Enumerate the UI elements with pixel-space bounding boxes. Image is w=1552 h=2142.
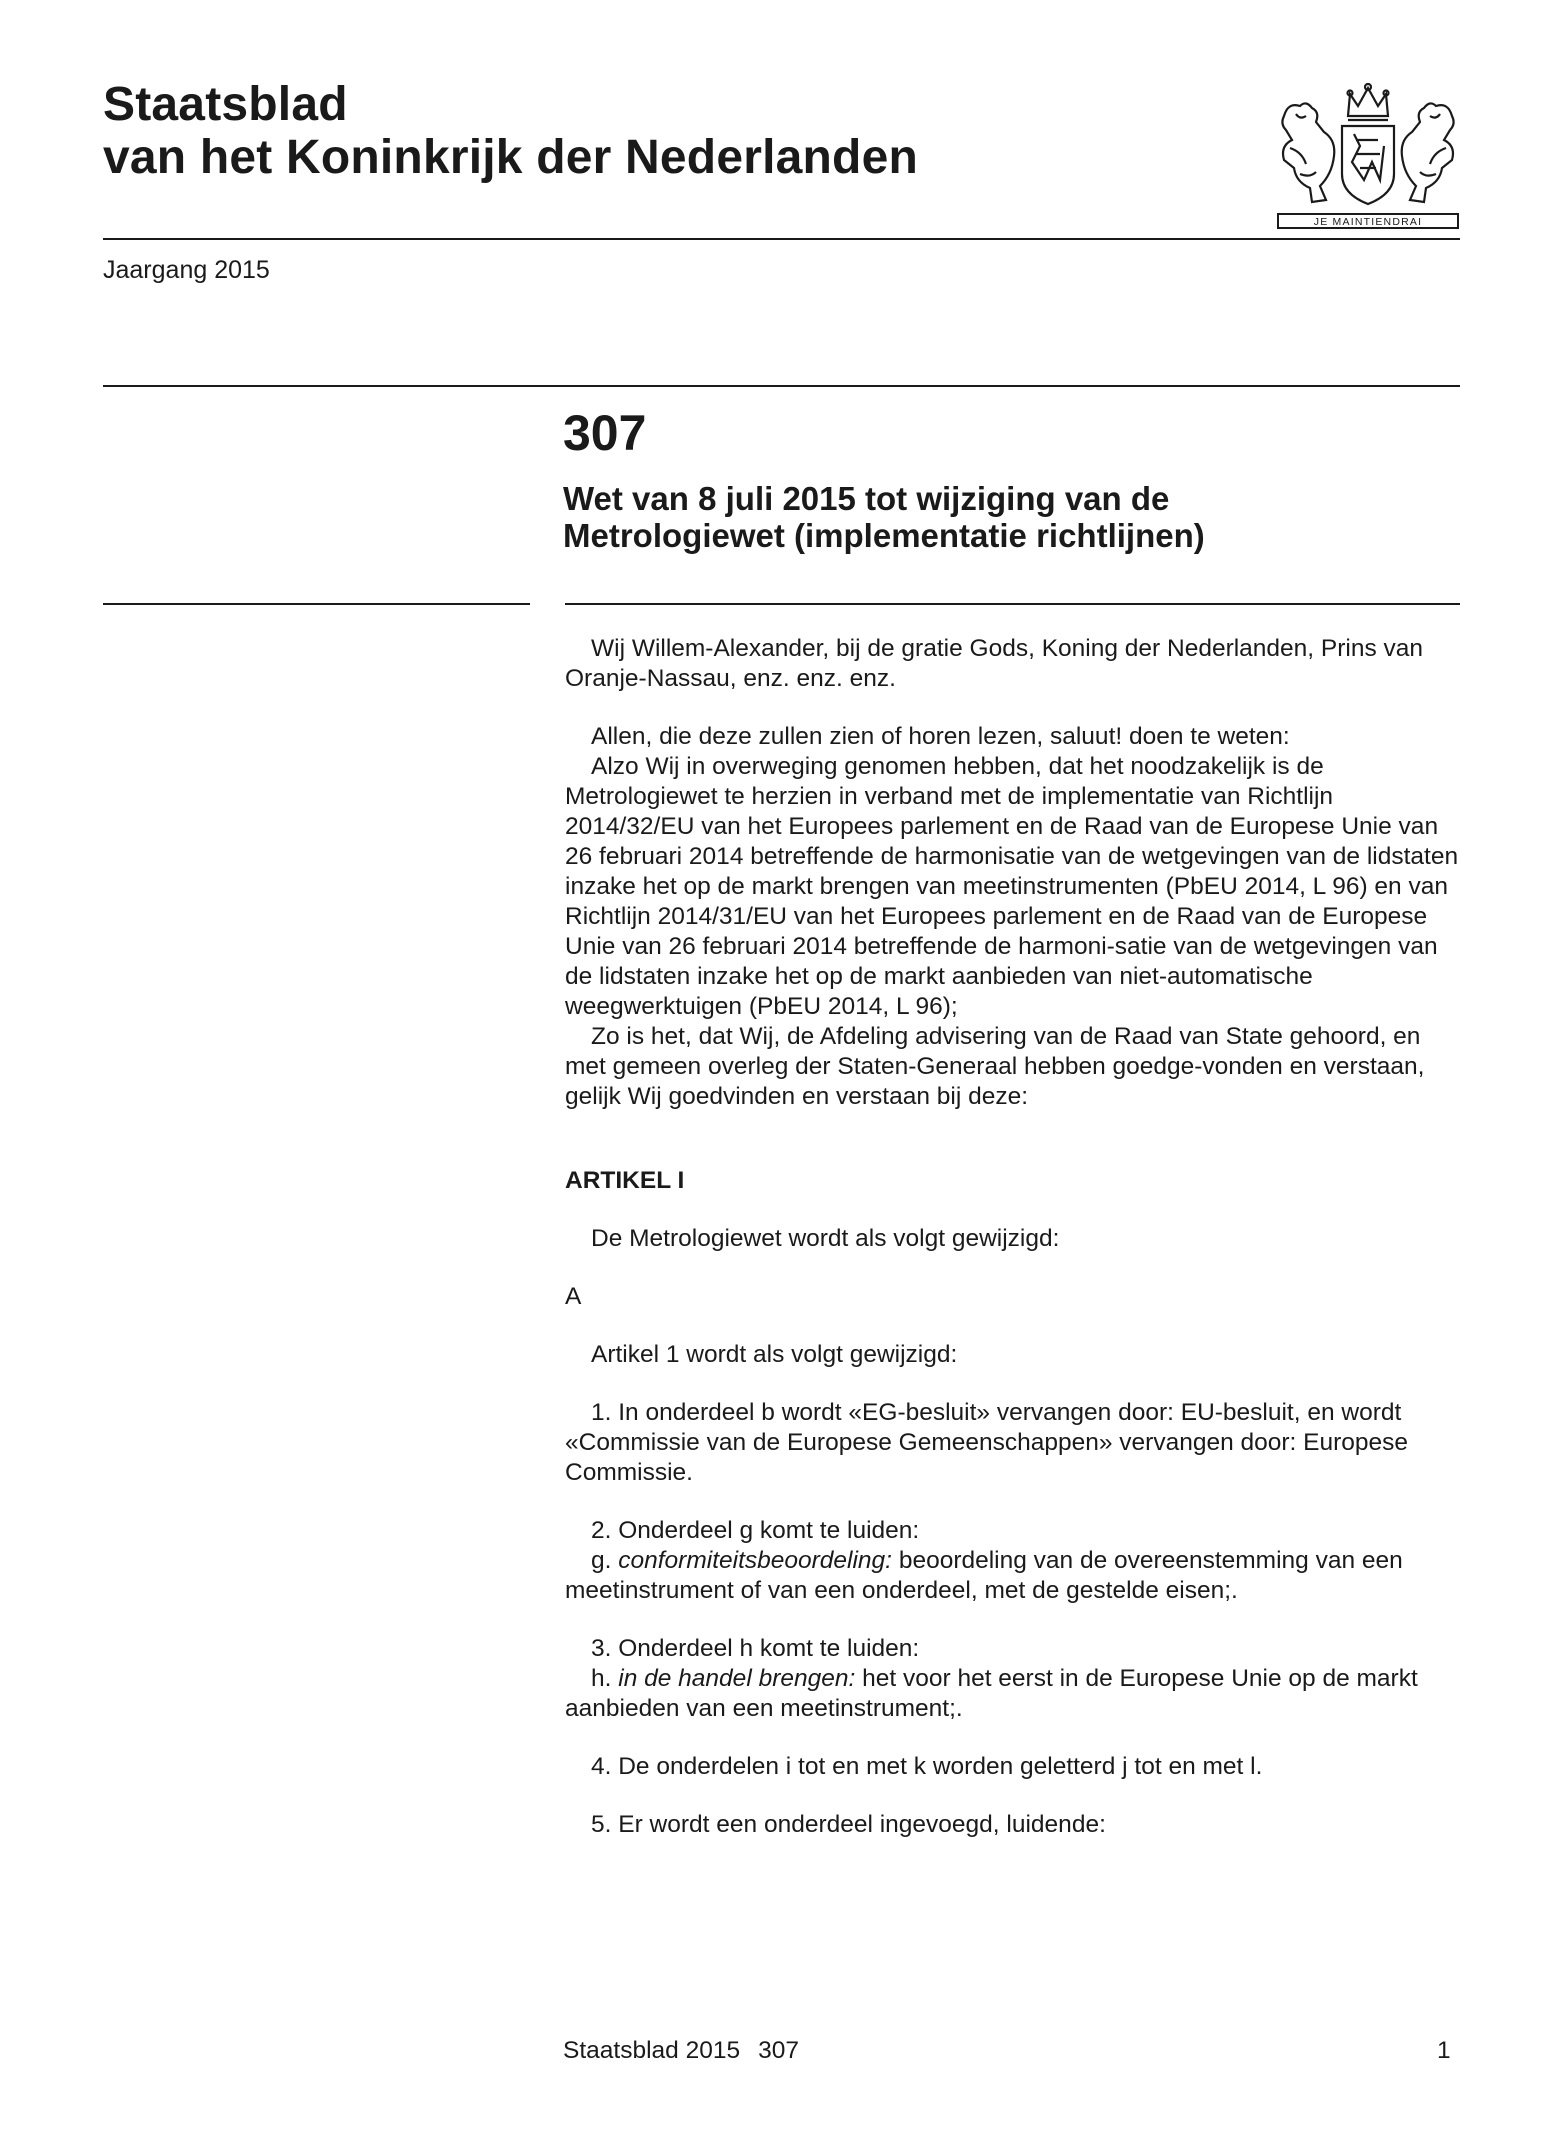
- item-2-term: conformiteitsbeoordeling:: [618, 1547, 892, 1574]
- amendment-item-3-definition: [565, 1664, 1465, 1724]
- part-label: A: [565, 1283, 582, 1310]
- footer-number: 307: [758, 2037, 799, 2064]
- amendment-item-3-heading: 3. Onderdeel h komt te luiden:: [591, 1635, 920, 1662]
- amendment-item-2-definition: [565, 1546, 1465, 1606]
- part-intro: Artikel 1 wordt als volgt gewijzigd:: [591, 1341, 958, 1368]
- emblem-motto: JE MAINTIENDRAI: [1313, 216, 1423, 228]
- coat-of-arms-icon: [1276, 82, 1460, 232]
- amendment-item-2-heading: 2. Onderdeel g komt te luiden:: [591, 1517, 920, 1544]
- amendment-item-1: 1. In onderdeel b wordt «EG-besluit» vervangen door: EU-besluit, en wordt «Commissie van de Europese Gemeenschappen» vervangen door: Europese Commissie.: [565, 1399, 1409, 1486]
- page-number: 1: [1437, 2037, 1451, 2064]
- preamble-decision: Zo is het, dat Wij, de Afdeling advisering van de Raad van State gehoord, en met gemeen overleg der Staten-Generaal hebben goedge-vonden en verstaan, gelijk Wij goedvinden en verstaan bij deze:: [565, 1023, 1425, 1110]
- document-title: [563, 480, 1423, 554]
- article-heading: ARTIKEL I: [565, 1167, 685, 1194]
- year-label: Jaargang 2015: [103, 256, 270, 284]
- footer-citation: [563, 2037, 799, 2065]
- item-3-text: het voor het eerst in de Europese Unie op de markt aanbieden van een meetinstrument;.: [565, 1665, 1418, 1722]
- main-column-rule: [565, 603, 1460, 605]
- section-rule: [103, 385, 1460, 387]
- amendment-item-5: 5. Er wordt een onderdeel ingevoegd, luidende:: [591, 1811, 1106, 1838]
- masthead-title-line2: van het Koninkrijk der Nederlanden: [103, 131, 918, 184]
- preamble-enactment-formula: Wij Willem-Alexander, bij de gratie Gods, Koning der Nederlanden, Prins van Oranje-Nassau, enz. enz. enz.: [565, 635, 1424, 692]
- item-3-term: in de handel brengen:: [618, 1665, 856, 1692]
- document-body: [565, 634, 1465, 1840]
- masthead-title-line1: Staatsblad: [103, 78, 348, 131]
- preamble-considerations: Alzo Wij in overweging genomen hebben, dat het noodzakelijk is de Metrologiewet te herzien in verband met de implementatie van Richtlijn 2014/32/EU van het Europees parlement en de Raad van de Europese Unie van 26 februari 2014 betreffende de harmonisatie van de wetgevingen van de lidstaten inzake het op de markt brengen van meetinstrumenten (PbEU 2014, L 96) en van Richtlijn 2014/31/EU van het Europees parlement en de Raad van de Europese Unie van 26 februari 2014 betreffende de harmoni-satie van de wetgevingen van de lidstaten inzake het op de markt aanbieden van niet-automatische weegwerktuigen (PbEU 2014, L 96);: [565, 753, 1459, 1020]
- header-rule: [103, 238, 1460, 240]
- document-number: 307: [563, 405, 647, 461]
- item-2-letter: g.: [591, 1547, 612, 1574]
- masthead-title: [103, 78, 918, 184]
- item-3-letter: h.: [591, 1665, 612, 1692]
- document-title-line2: Metrologiewet (implementatie richtlijnen): [563, 517, 1205, 554]
- amendment-item-4: 4. De onderdelen i tot en met k worden geletterd j tot en met l.: [591, 1753, 1263, 1780]
- left-column-rule: [103, 603, 530, 605]
- article-intro: De Metrologiewet wordt als volgt gewijzigd:: [591, 1225, 1060, 1252]
- document-title-line1: Wet van 8 juli 2015 tot wijziging van de: [563, 480, 1170, 517]
- preamble-salutation: Allen, die deze zullen zien of horen lezen, saluut! doen te weten:: [591, 723, 1290, 750]
- footer-publication: Staatsblad 2015: [563, 2037, 741, 2064]
- item-2-text: beoordeling van de overeenstemming van een meetinstrument of van een onderdeel, met de gestelde eisen;.: [565, 1547, 1403, 1604]
